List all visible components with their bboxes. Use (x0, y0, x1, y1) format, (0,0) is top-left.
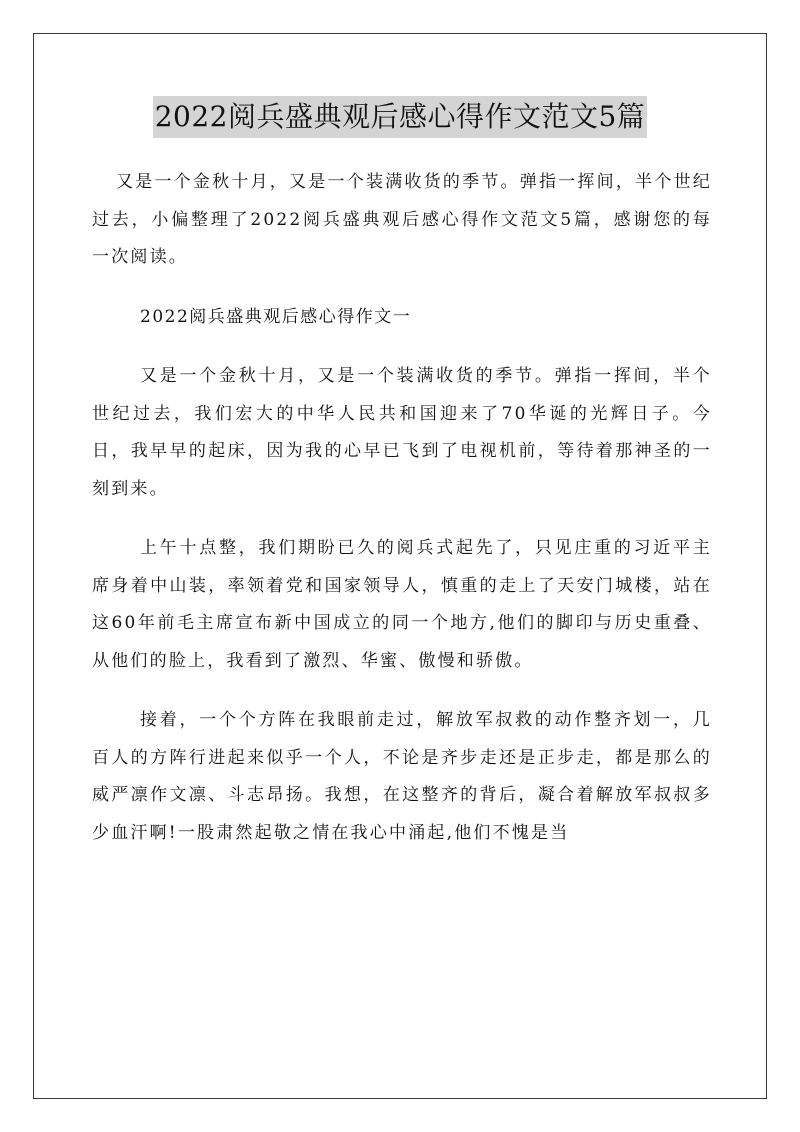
intro-paragraph: 又是一个金秋十月，又是一个装满收货的季节。弹指一挥间，半个世纪过去，小偏整理了2022阅兵盛典观后感心得作文范文5篇，感谢您的每一次阅读。 (92, 172, 712, 267)
body-paragraph-2: 上午十点整，我们期盼已久的阅兵式起先了，只见庄重的习近平主席身着中山装，率领着党和国家领导人，慎重的走上了天安门城楼，站在这60年前毛主席宣布新中国成立的同一个地方,他们的脚印与历史重叠、从他们的脸上，我看到了激烈、华蜜、傲慢和骄傲。 (92, 538, 712, 671)
title-container (0, 96, 800, 138)
document-body (92, 164, 712, 874)
section-heading: 2022阅兵盛典观后感心得作文一 (140, 306, 412, 327)
body-paragraph-3: 接着，一个个方阵在我眼前走过，解放军叔救的动作整齐划一，几百人的方阵行进起来似乎一个人，不论是齐步走还是正步走，都是那么的威严凛作文凛、斗志昂扬。我想，在这整齐的背后，凝合着解放军叔叔多少血汗啊!一股肃然起敬之情在我心中涌起,他们不愧是当 (92, 710, 712, 843)
body-paragraph-1: 又是一个金秋十月，又是一个装满收货的季节。弹指一挥间，半个世纪过去，我们宏大的中华人民共和国迎来了70华诞的光辉日子。今日，我早早的起床，因为我的心早已飞到了电视机前，等待着那神圣的一刻到来。 (92, 366, 712, 499)
document-title: 2022阅兵盛典观后感心得作文范文5篇 (153, 96, 648, 138)
